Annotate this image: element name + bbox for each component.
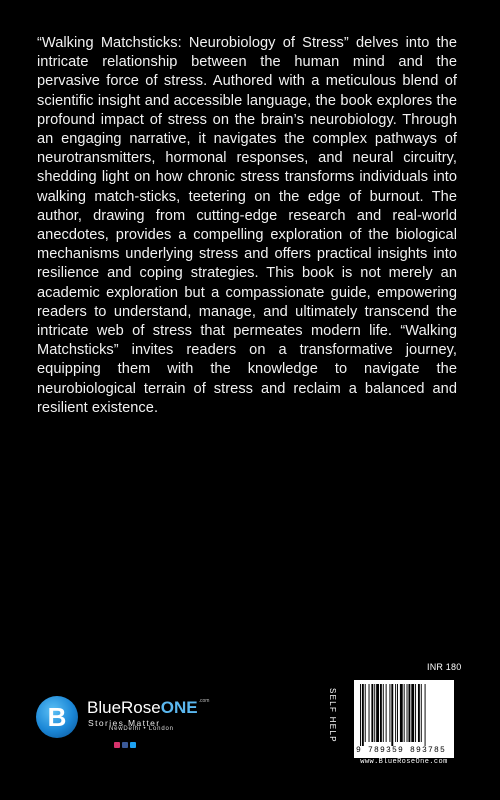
isbn-barcode	[354, 680, 454, 758]
publisher-logo	[36, 690, 236, 750]
brand-accent: ONE	[160, 698, 198, 717]
logo-badge-icon	[36, 696, 78, 738]
brand-main: BlueRose	[87, 698, 161, 717]
publisher-name	[87, 698, 209, 718]
social-icons	[114, 735, 138, 742]
publisher-website: www.BlueRoseOne.com	[360, 758, 448, 766]
publisher-tagline: Stories Matter	[88, 718, 161, 728]
facebook-icon	[122, 742, 128, 748]
instagram-icon	[114, 742, 120, 748]
twitter-icon	[130, 742, 136, 748]
isbn-digits: 9 789359 893785	[356, 746, 447, 755]
publisher-cities: NewDelhi • London	[109, 726, 174, 732]
barcode-bars-icon	[354, 680, 454, 746]
category-label: SELF HELP	[328, 688, 337, 743]
brand-suffix: .com	[198, 698, 210, 704]
logo-letter: B	[47, 702, 67, 732]
price-label: INR 180	[427, 662, 462, 672]
blurb-text: “Walking Matchsticks: Neurobiology of Stress” delves into the intricate relationship between the human mind and the pervasive force of stress. Authored with a meticulous blend of scientific insight and accessible language, the book explores the profound impact of stress on the brain’s neurobiology. Through an engaging narrative, it navigates the complex pathways of neurotransmitters, hormonal responses, and neural circuitry, shedding light on how chronic stress transforms individuals into walking match-sticks, teetering on the edge of burnout. The author, drawing from cutting-edge research and real-world anecdotes, provides a compelling exploration of the biological mechanisms underlying stress and offers practical insights into resilience and coping strategies. This book is not merely an academic exploration but a compassionate guide, empowering readers to understand, manage, and ultimately transcend the intricate web of stress that permeates modern life. “Walking Matchsticks” invites readers on a transformative journey, equipping them with the knowledge to navigate the neurobiological terrain of stress and reclaim a balanced and resilient existence.	[37, 35, 457, 416]
